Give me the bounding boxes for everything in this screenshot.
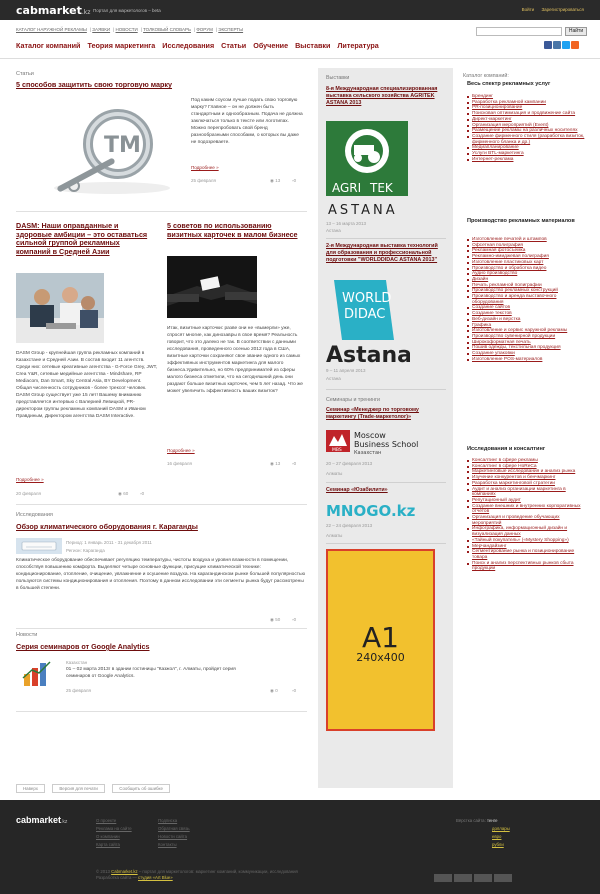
mbs-logo[interactable]	[326, 428, 418, 456]
article-1-views: ◉ 13	[270, 178, 281, 183]
article-3-image[interactable]	[167, 256, 257, 318]
ad-banner-size: A1	[362, 621, 399, 654]
footer-link[interactable]: евро	[492, 834, 502, 839]
article-1-date: 25 февраля	[191, 178, 216, 183]
auth-links	[516, 7, 584, 12]
catalog-link-item[interactable]: Производство и аренда выставочного оборудования	[467, 294, 585, 305]
article-1-more-link[interactable]: Подробнее »	[191, 165, 219, 170]
subnav-requests[interactable]: ЗАЯВКИ	[92, 27, 111, 32]
footer-copyright: © 2013 Cabmarket.kz – портал для маркетологов: маркетинг компаний, коммуникации, исследования Разработка сайта — студия «Art Blue»	[96, 869, 298, 880]
footer-link[interactable]: Контакты	[158, 842, 177, 847]
footer-dev-label: Вёрстка сайта:	[456, 818, 486, 823]
news-comments: ▫0	[292, 688, 297, 693]
footer-logo[interactable]: cabmarket.kz	[16, 815, 68, 825]
catalog-link-item[interactable]: Дизайн	[467, 277, 585, 283]
nav-research[interactable]: Исследования	[162, 41, 215, 50]
catalog-link-item[interactable]: Консалтинг в сфере рекламы	[467, 458, 585, 464]
catalog-link-item[interactable]: Размещение рекламы на различных носителях	[467, 128, 585, 134]
news-title[interactable]: Серия семинаров от Google Analytics	[16, 642, 150, 651]
divider	[16, 504, 307, 505]
divider	[16, 211, 307, 212]
catalog-link-item[interactable]: Изготовление пластиковых карт	[467, 260, 585, 266]
catalog-group-3-list	[467, 458, 585, 572]
footer-link[interactable]: Подписка	[158, 818, 178, 823]
catalog-link-item[interactable]: Изготовление и сервис наружной рекламы	[467, 328, 585, 334]
footer-link[interactable]: Реклама на сайте	[96, 826, 132, 831]
catalog-link-item[interactable]: Организация и проведение обучающих мероприятий	[467, 515, 585, 526]
catalog-link-item[interactable]: Изготовление POS-материалов	[467, 357, 585, 363]
vk-icon[interactable]	[553, 41, 561, 49]
catalog-link-item[interactable]: Медиапланирование	[467, 145, 585, 151]
divider	[326, 482, 446, 483]
article-2-views: ◉ 60	[118, 491, 129, 496]
report-error-button[interactable]: Сообщить об ошибке	[112, 784, 170, 793]
research-comments: ▫0	[292, 617, 297, 622]
footer-link[interactable]: Карта сайта	[96, 842, 120, 847]
footer-dev-name: тенге	[486, 818, 498, 823]
seminar-1-title[interactable]: Семинар «Менеджер по торговому маркетингу (Trade-маркетолог)»	[326, 407, 419, 421]
article-1-comments: ▫0	[292, 178, 297, 183]
secondary-nav: КАТАЛОГ НАРУЖНОЙ РЕКЛАМЫ | ЗАЯВКИ | НОВОСТИ | ТОЛКОВЫЙ СЛОВАРЬ | ФОРУМ | ЭКСПЕРТЫ	[16, 27, 244, 32]
catalog-link-item[interactable]: Услуги BTL-маркетинга	[467, 151, 585, 157]
social-icons	[544, 41, 580, 51]
news-date: 25 февраля	[66, 688, 91, 693]
catalog-link-item[interactable]: Веб-дизайн и верстка	[467, 317, 585, 323]
agritek-logo[interactable]	[326, 121, 408, 218]
footer-link[interactable]: рубли	[492, 842, 504, 847]
divider	[16, 628, 307, 629]
research-region: Регион: Караганда	[66, 548, 105, 553]
news-section-title: Новости	[16, 632, 38, 638]
catalog-link-item[interactable]: Создание упаковки	[467, 351, 585, 357]
worlddidac-word-a: WORLD	[342, 291, 392, 306]
catalog-link-item[interactable]: Мерчандайзинг	[467, 544, 585, 550]
divider	[326, 238, 446, 239]
subnav-forum[interactable]: ФОРУМ	[196, 27, 213, 32]
catalog-link-item[interactable]: Репутационный аудит	[467, 498, 585, 504]
catalog-link-item[interactable]: Создание фирменного стиля (разработка визиток, фирменного бланка и др.)	[467, 134, 585, 145]
footer-link[interactable]: О компании	[96, 834, 120, 839]
article-3-text: Итак, визитные карточки: разве они не «вымерли» уже, спросят многие, как динозавры в свое время? Реальность говорит, что это далеко не так. В соответствии с данными исследования, проведенного осенью 2012 года в США, визитные карточки сохраняют свое звание одного из самых эффективных инструментов маркетинга для малого бизнеса.Удивительно, но 60% предприниматей из сферы малого бизнеса отметили, что на сегодняшний день они раздают больше визитных карточек, чем 5 лет назад. Что же может увеличить эффективность ваших визиток?	[167, 326, 303, 394]
divider	[326, 543, 446, 544]
worlddidac-logo[interactable]	[326, 278, 410, 364]
footer-link[interactable]: Обратная связь	[158, 826, 190, 831]
expo-1-city: Астана	[326, 228, 341, 233]
catalog-link-item[interactable]: Интернет-реклама	[467, 157, 585, 163]
footer-link[interactable]: О проекте	[96, 818, 117, 823]
catalog-link-item[interactable]: Производство сувенирной продукции	[467, 334, 585, 340]
catalog-link-item[interactable]: Консалтинг в сфере HoReCa	[467, 464, 585, 470]
rss-icon[interactable]	[571, 41, 579, 49]
svg-text:TM: TM	[104, 133, 141, 158]
header-divider	[0, 58, 600, 59]
catalog-link-item[interactable]: PR-позиционирование	[467, 105, 585, 111]
catalog-link-item[interactable]: Производство рекламных конструкций	[467, 288, 585, 294]
research-image[interactable]	[16, 538, 62, 554]
agritek-city: ASTANA	[328, 203, 398, 218]
back-to-top-button[interactable]: Наверх	[16, 784, 45, 793]
mbs-line-2: Business School	[354, 440, 418, 449]
catalog-group-1-title[interactable]: Весь спектр рекламных услуг	[467, 81, 551, 87]
catalog-link-item[interactable]: Маркетинговые исследования и анализ рынка	[467, 469, 585, 475]
mbs-line-3: Казахстан	[354, 450, 382, 456]
catalog-link-item[interactable]: Пошив одежды, текстильная продукция	[467, 345, 585, 351]
catalog-link-item[interactable]: Изготовление печатей и штампов	[467, 237, 585, 243]
mnogo-wordmark: MNOGO.kz	[326, 502, 416, 520]
nav-marketing-theory[interactable]: Теория маркетинга	[87, 41, 156, 50]
subnav-outdoor-catalog[interactable]: КАТАЛОГ НАРУЖНОЙ РЕКЛАМЫ	[16, 27, 87, 32]
footer-link[interactable]: Новости сайта	[158, 834, 188, 839]
catalog-link-item[interactable]: «Тайный покупатель» («Mystery Shopping»)	[467, 538, 585, 544]
research-views: ◉ 50	[270, 617, 281, 622]
footer-links-2	[158, 817, 190, 849]
catalog-group-2-title[interactable]: Производство рекламных материалов	[467, 218, 575, 224]
article-2-comments: ▫0	[140, 491, 145, 496]
site-tagline: Портал для маркетологов – beta	[93, 8, 161, 13]
expo-2-dates: 9 – 11 апреля 2013	[326, 368, 366, 373]
divider	[16, 711, 307, 712]
site-logo[interactable]: cabmarket.kz	[16, 4, 91, 17]
catalog-link-item[interactable]: Создание текстов	[467, 311, 585, 317]
nav-literature[interactable]: Литература	[337, 41, 379, 50]
subnav-news[interactable]: НОВОСТИ	[115, 27, 138, 32]
catalog-link-item[interactable]: Создание внешних и внутренних корпоративных отчетов	[467, 504, 585, 515]
seminar-1-dates: 20 – 27 февраля 2013	[326, 461, 373, 466]
article-2-more-link[interactable]: Подробнее »	[16, 477, 44, 482]
expos-section-title: Выставки	[326, 75, 350, 81]
agritek-word-b: TEK	[370, 181, 393, 195]
catalog-link-item[interactable]: Аудио производство	[467, 271, 585, 277]
catalog-link-item[interactable]: Поиск и анализ перспективных рынков сбыта продукции	[467, 561, 585, 572]
seminar-1-city: Алматы	[326, 471, 343, 476]
catalog-link-item[interactable]: Широкоформатная печать	[467, 340, 585, 346]
login-link[interactable]: Войти	[521, 7, 535, 12]
news-text: 01 – 02 марта 2013г в здании гостиницы "Казжол", г. Алматы, пройдет серия семинаров от Google Analytics.	[66, 667, 236, 679]
article-3-more-link[interactable]: Подробнее »	[167, 448, 195, 453]
catalog-link-item[interactable]: Графика	[467, 323, 585, 329]
expo-2-title[interactable]: 2-я Международная выставка технологий для образования и профессиональной подготовки "WORLDDIDAC ASTANA 2013"	[326, 243, 438, 264]
catalog-section-title: Каталог компаний:	[463, 73, 509, 79]
catalog-link-item[interactable]: Рекламно-имиджевая полиграфия	[467, 254, 585, 260]
news-image[interactable]	[22, 660, 52, 688]
footer-developer	[456, 817, 510, 849]
seminar-2-city: Алматы	[326, 533, 343, 538]
worlddidac-city: Astana	[326, 343, 410, 364]
top-bar	[0, 0, 600, 20]
catalog-link-item[interactable]: Разработка маркетинговой стратегии	[467, 481, 585, 487]
news-views: ◉ 0	[270, 688, 278, 693]
search-button[interactable]: Найти	[565, 27, 587, 36]
nav-company-catalog[interactable]: Каталог компаний	[16, 41, 81, 50]
mbs-badge: MBS	[332, 448, 342, 453]
catalog-link-item[interactable]: Рекламная фотосъемка	[467, 248, 585, 254]
nav-articles[interactable]: Статьи	[221, 41, 247, 50]
mnogo-logo[interactable]	[326, 500, 430, 520]
catalog-link-item[interactable]: Брендинг	[467, 94, 585, 100]
search-input[interactable]	[476, 27, 562, 36]
seminars-section-title: Семинары и тренинги	[326, 397, 380, 403]
catalog-link-item[interactable]: Инфографика, информационный дизайн и визуализация данных	[467, 526, 585, 537]
expo-1-title[interactable]: 8-я Международная специализированная выставка сельского хозяйства AGRITEK ASTANA 2013	[326, 86, 438, 107]
article-2-date: 20 февраля	[16, 491, 41, 496]
register-link[interactable]: Зарегистрироваться	[541, 7, 584, 12]
catalog-group-1-list	[467, 94, 585, 162]
research-section-title: Исследования	[16, 512, 53, 518]
catalog-link-item[interactable]: Сегментирование рынка и позиционирование товара	[467, 549, 585, 560]
article-3-title[interactable]: 5 советов по использованию визитных карточек в малом бизнесе	[167, 221, 298, 239]
catalog-link-item[interactable]: Производство и обработка видео	[467, 266, 585, 272]
catalog-link-item[interactable]: Печать рекламной полиграфии	[467, 283, 585, 289]
subnav-glossary[interactable]: ТОЛКОВЫЙ СЛОВАРЬ	[143, 27, 191, 32]
catalog-link-item[interactable]: Директ-маркетинг	[467, 117, 585, 123]
catalog-group-3-title[interactable]: Исследования и консалтинг	[467, 446, 546, 452]
facebook-icon[interactable]	[544, 41, 552, 49]
catalog-link-item[interactable]: Офсетная полиграфия	[467, 243, 585, 249]
footer-studio-link[interactable]: студия «Art Blue»	[138, 875, 173, 880]
divider	[326, 389, 446, 390]
catalog-group-2-list	[467, 237, 585, 362]
footer-link[interactable]: доллары	[492, 826, 510, 831]
article-1-title[interactable]: 5 способов защитить свою торговую марку	[16, 80, 173, 89]
subnav-experts[interactable]: ЭКСПЕРТЫ	[218, 27, 244, 32]
seminar-2-title[interactable]: Семинар «Юзабилити»	[326, 487, 388, 493]
article-2-image[interactable]	[16, 273, 104, 343]
ad-banner[interactable]	[326, 549, 435, 731]
worlddidac-word-b: DIDAC	[344, 307, 386, 322]
catalog-link-item[interactable]: Аудит и анализ организации маркетинга в компаниях	[467, 487, 585, 498]
catalog-link-item[interactable]: Организация мероприятий (Event)	[467, 123, 585, 129]
footer-counters	[434, 874, 512, 884]
seminar-2-dates: 22 – 24 февраля 2013	[326, 523, 373, 528]
research-title[interactable]: Обзор климатического оборудования г. Караганды	[16, 522, 198, 531]
nav-expos[interactable]: Выставки	[295, 41, 331, 50]
catalog-link-item[interactable]: Создание сайтов	[467, 305, 585, 311]
news-place: Казахстан	[66, 660, 88, 665]
expo-2-city: Астана	[326, 376, 341, 381]
article-2-title[interactable]: DASM: Наши оправданные и здоровые амбиции – это оставаться сильной группой рекламных компаний в Средней Азии	[16, 221, 148, 256]
footer	[0, 800, 600, 894]
catalog-link-item[interactable]: Изучение конкурентов и бенчмаркинг	[467, 475, 585, 481]
expo-1-dates: 13 – 16 марта 2013	[326, 221, 367, 226]
agritek-word-a: AGRI	[332, 181, 362, 195]
catalog-link-item[interactable]: Разработка рекламной кампании	[467, 100, 585, 106]
nav-education[interactable]: Обучение	[253, 41, 289, 50]
print-version-button[interactable]: Версия для печати	[52, 784, 105, 793]
article-3-date: 16 февраля	[167, 461, 192, 466]
articles-section-title: Статьи	[16, 71, 34, 77]
main-nav	[16, 41, 384, 50]
twitter-icon[interactable]	[562, 41, 570, 49]
mbs-line-1: Moscow	[354, 431, 386, 440]
article-2-text: DASM Group - крупнейшая группа рекламных компаний в Казахстане и Средней Азии. В состав входит 11 агентств. Среди них: сетевые креативные агентства - G-Force Grey, JWT, Crea Y&R, сетевые медийные агентства - Mindshare, RP Mediacom, Dan Smart, Sky Central Asia, BY Development. Общая численность сотрудников - более трексот человек. DASM Group существует уже 15 лет! Вашему вниманию представляется интервью с Валерией Левицкой, PR-директором группы рекламных компаний DASM и Иваном Правдиным, Директором агентства DASM Interactive.	[16, 351, 158, 419]
footer-links-1	[96, 817, 132, 849]
ad-banner-dims: 240x400	[356, 651, 405, 664]
article-3-views: ◉ 13	[270, 461, 281, 466]
footer-site-link[interactable]: Cabmarket.kz	[111, 869, 138, 874]
article-1-image[interactable]	[50, 102, 180, 198]
page-actions	[16, 784, 176, 793]
catalog-link-item[interactable]: Поисковая оптимизация и продвижение сайта	[467, 111, 585, 117]
article-3-comments: ▫0	[292, 461, 297, 466]
research-text: Климатическое оборудование обеспечивает регуляцию температуры, чистоты воздуха и уровня влажности в помещении, способствуя повышению комфорта. Выделяют четыре основные функции, присущие климатической технике: кондиционирование, отопление, очищение, увлажнение и осушение воздуха. На карагандинском рынке большей популярностью пользуются системы кондиционирования и отопления. Поэтому в данном исследовании эти сегменты рынка будут рассмотрены в большей степени.	[16, 558, 306, 591]
research-period: Период: 1 январь 2011 - 31 декабря 2011	[66, 540, 152, 545]
article-1-text: Под каким соусом лучше подать свою торговую марку? Главное – он не должен быть стандартным и однообразным. Подача не должна заключаться только в тексте или логотипах. Можно перепробовать свой бренд разнообразными способами, о которых вы даже не подозреваете.	[191, 98, 303, 145]
